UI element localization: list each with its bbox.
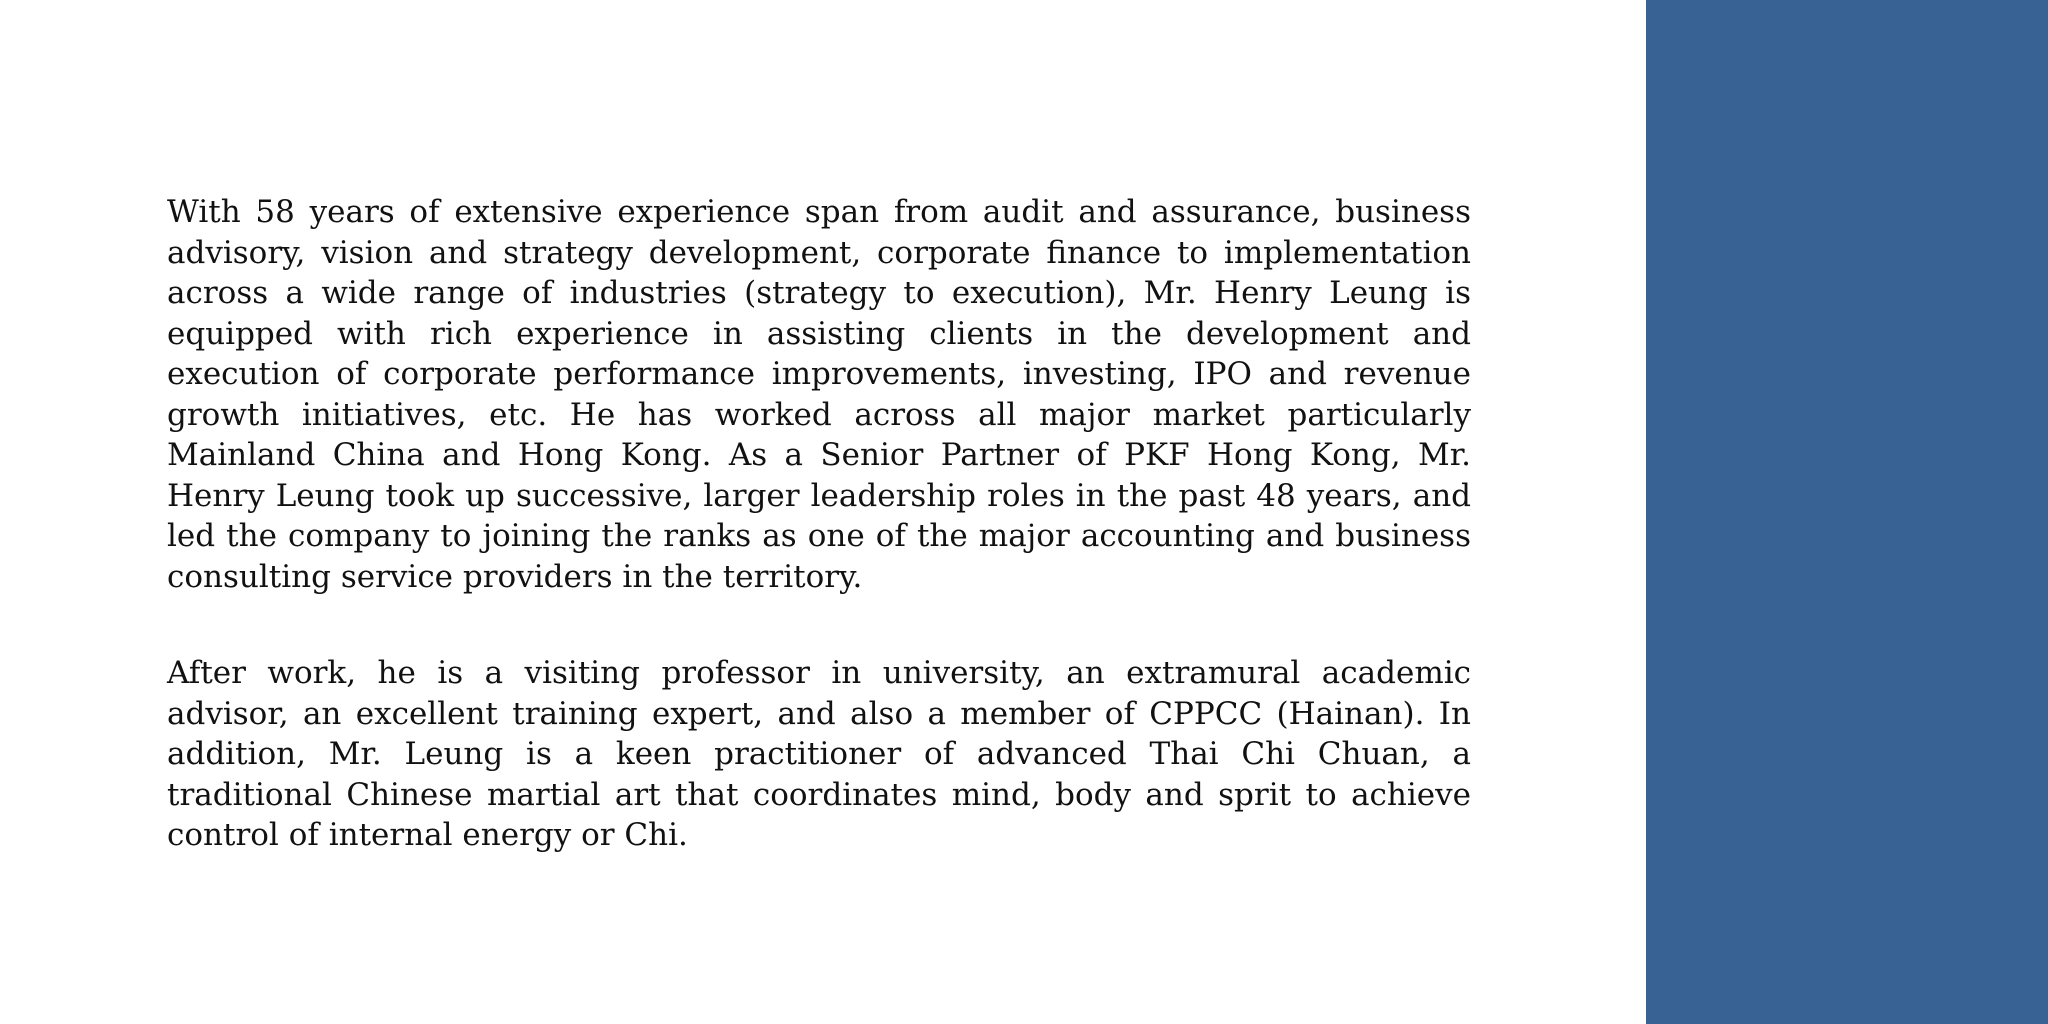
biography-paragraph-career: With 58 years of extensive experience span from audit and assurance, business advisory, vision and strategy development, corporate finance to implementation across a wide range of industries (strategy to execution), Mr. Henry Leung is equipped with rich experience in assisting clients in the development and execution of corporate performance improvements, investing, IPO and revenue growth initiatives, etc. He has worked across all major market particularly Mainland China and Hong Kong. As a Senior Partner of PKF Hong Kong, Mr. Henry Leung took up successive, larger leadership roles in the past 48 years, and led the company to joining the ranks as one of the major accounting and business consulting service providers in the territory.	[167, 194, 1471, 595]
biography-text	[167, 192, 1471, 856]
accent-side-panel	[1646, 0, 2048, 1024]
biography-paragraph-personal: After work, he is a visiting professor in university, an extramural academic advisor, an excellent training expert, and also a member of CPPCC (Hainan). In addition, Mr. Leung is a keen practitioner of advanced Thai Chi Chuan, a traditional Chinese martial art that coordinates mind, body and sprit to achieve control of internal energy or Chi.	[167, 655, 1471, 853]
